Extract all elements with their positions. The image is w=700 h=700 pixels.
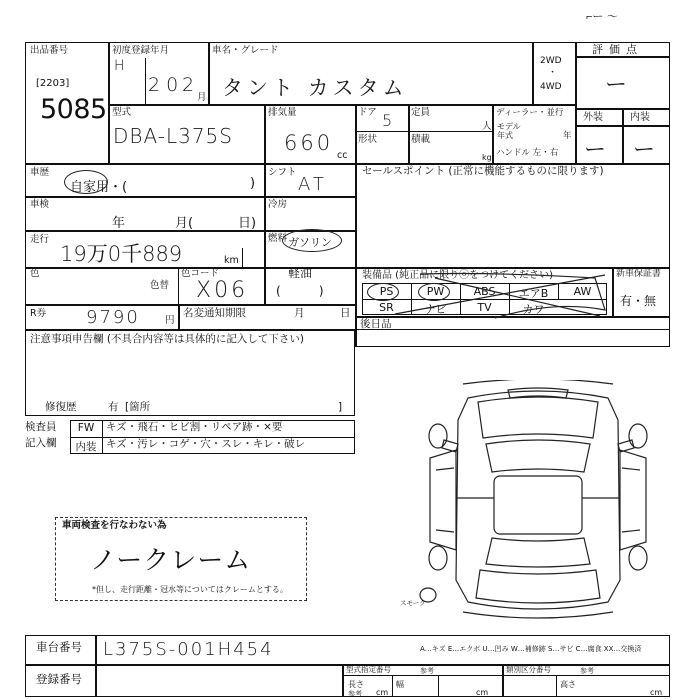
damage-legend: A…キズ E…エクボ U…凹み W…補修跡 S…サビ C…腐食 XX…交換済 xyxy=(420,645,642,653)
car-damage-diagram xyxy=(408,380,668,620)
drive-2wd: 2WD xyxy=(540,56,562,66)
warranty-value: 有・無 xyxy=(620,294,657,308)
chassis-value: L375S-001H454 xyxy=(103,639,274,660)
equip-airbag: エアB xyxy=(518,287,549,300)
int-label: 内装 xyxy=(630,112,650,123)
dealer-label: ディーラー・並行 xyxy=(496,108,564,118)
check-fw-label: FW xyxy=(77,422,95,434)
recycle-value: 9790 xyxy=(86,307,140,328)
check-label2: 記入欄 xyxy=(25,437,57,449)
ext-label: 外装 xyxy=(583,112,603,123)
model-name: タント カスタム xyxy=(222,76,408,100)
class-label: 類別区分番号 xyxy=(506,665,551,674)
equip-navi: ナビ xyxy=(424,303,447,316)
warranty-label: 新車保証書 xyxy=(616,269,662,279)
disp-unit: cc xyxy=(337,150,348,161)
name-change-month: 月 xyxy=(294,307,305,319)
fuel-diesel: 軽油 xyxy=(288,266,313,280)
shape-label: 形状 xyxy=(358,134,378,145)
repair-close: ] xyxy=(338,401,343,413)
reg-month: 2 xyxy=(182,74,195,96)
score-label: 評価点 xyxy=(592,43,643,56)
score-value: ー xyxy=(605,73,628,98)
equip-abs: ABS xyxy=(473,285,496,298)
history-close: ) xyxy=(250,176,256,191)
drive-dot: ・ xyxy=(548,68,558,78)
lot-number: 5085 xyxy=(40,94,107,125)
dim-ref: 参考 xyxy=(348,690,362,698)
equip-aw: AW xyxy=(573,285,592,298)
lot-label: 出品番号 xyxy=(30,45,69,56)
notes-label: 注意事項申告欄 (不具合内容等は具体的に記入して下さい) xyxy=(30,333,305,345)
equip-crossout xyxy=(355,270,610,320)
repair-place: [箇所 xyxy=(125,401,151,413)
check-int-label: 内装 xyxy=(75,441,97,453)
type-designation-ref: 参考 xyxy=(420,667,434,675)
corner-mark: ⌐ー 〜 xyxy=(586,10,618,23)
era: H xyxy=(114,58,125,74)
disp-value: 660 xyxy=(284,131,334,155)
smoke-label: スモーク xyxy=(400,599,426,607)
inspection-month: 月( xyxy=(175,216,194,231)
capacity-unit: 人 xyxy=(482,121,492,132)
repair-label: 修復歴 xyxy=(45,401,77,413)
color-code-value: X06 xyxy=(196,278,249,303)
model-label: 車名・グレード xyxy=(212,45,279,56)
inspection-label: 車検 xyxy=(30,199,50,210)
load-label: 積載 xyxy=(411,134,431,145)
fuel-circle xyxy=(282,229,342,252)
repaint-label: 色替 xyxy=(150,280,170,291)
repair-value: 有 xyxy=(108,401,119,413)
width-label: 幅 xyxy=(396,680,404,689)
color-label: 色 xyxy=(30,268,40,279)
equipment-label: 装備品 (純正品に限りⓞをつけてください) xyxy=(362,270,553,281)
first-reg-label: 初度登録年月 xyxy=(112,45,170,56)
month-unit: 月 xyxy=(197,92,207,103)
stamp-bottom: *但し、走行距離・冠水等についてはクレームとする。 xyxy=(92,585,288,594)
stamp-main: ノークレーム xyxy=(90,546,252,576)
history-value: 自家用・( xyxy=(70,180,128,195)
height-label: 高さ xyxy=(560,680,576,689)
after-label: 後日品 xyxy=(360,318,392,330)
mileage-value: 19万0千889 xyxy=(60,242,183,266)
drive-4wd: 4WD xyxy=(540,82,562,92)
chassis-label: 車台番号 xyxy=(36,640,82,654)
door-value: 5 xyxy=(382,111,393,130)
history-circle xyxy=(64,170,108,194)
type-designation-label: 型式指定番号 xyxy=(346,665,391,674)
fuel-paren: ( ) xyxy=(276,284,324,298)
ac-label: 冷房 xyxy=(268,199,288,210)
disp-label: 排気量 xyxy=(268,107,297,118)
reg-year: 20 xyxy=(148,74,185,96)
height-unit: cm xyxy=(650,688,663,697)
int-value: ー xyxy=(633,138,656,163)
name-change-label: 名変通知期限 xyxy=(183,307,246,319)
inspection-year: 年 xyxy=(112,216,126,231)
equip-leather: カワ xyxy=(522,303,545,316)
history-label: 車歴 xyxy=(30,167,50,178)
shift-label: シフト xyxy=(268,167,297,178)
after-box xyxy=(355,316,670,347)
sales-label: セールスポイント (正常に機能するものに限ります) xyxy=(362,165,604,177)
check-fw-items: キズ・飛石・ヒビ割・リペア跡・×要 xyxy=(106,421,283,433)
length-unit: cm xyxy=(376,688,389,697)
model-year-label: モデル 年式 xyxy=(497,122,521,140)
year-unit: 年 xyxy=(563,131,572,141)
class-ref: 参考 xyxy=(580,667,594,675)
capacity-label: 定員 xyxy=(411,107,431,118)
equip-ps: PS xyxy=(379,285,394,298)
type-label: 型式 xyxy=(112,107,132,118)
lot-sub: [2203] xyxy=(36,78,70,89)
name-change-day: 日 xyxy=(340,307,351,319)
recycle-unit: 円 xyxy=(165,315,175,326)
mileage-label: 走行 xyxy=(30,234,50,245)
equip-sr: SR xyxy=(379,301,394,314)
width-unit: cm xyxy=(476,688,489,697)
equip-pw: PW xyxy=(426,285,445,298)
handle-label: ハンドル 左・右 xyxy=(496,148,559,158)
length-label: 長さ xyxy=(348,680,364,689)
mileage-unit: km xyxy=(224,255,239,266)
type-value: DBA-L375S xyxy=(113,124,233,148)
equip-tv: TV xyxy=(477,301,492,314)
color-code-label: 色コード xyxy=(181,268,220,279)
stamp-top: 車両検査を行なわない為 xyxy=(62,520,167,531)
fuel-gasoline: ガソリン xyxy=(288,236,332,249)
inspection-day: 日) xyxy=(238,216,257,231)
check-int-items: キズ・汚レ・コゲ・穴・スレ・キレ・破レ xyxy=(106,438,306,450)
registration-label: 登録番号 xyxy=(36,672,82,686)
recycle-label: R券 xyxy=(30,308,47,319)
load-unit: kg xyxy=(482,153,492,162)
check-label1: 検査員 xyxy=(25,421,57,433)
ext-value: ー xyxy=(584,138,607,163)
door-label: ドア xyxy=(358,107,377,118)
fuel-label: 燃料 xyxy=(268,233,288,244)
shift-value: AT xyxy=(298,174,328,195)
